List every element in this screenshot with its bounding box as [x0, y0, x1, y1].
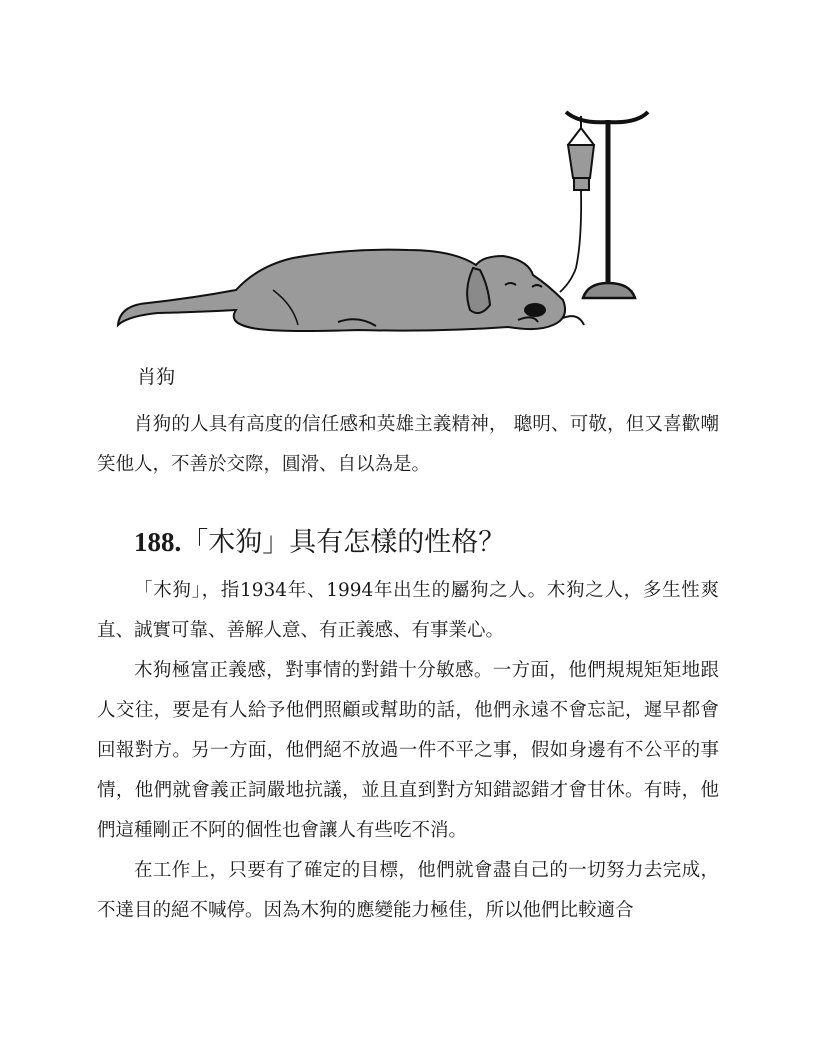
image-caption: 肖狗 [137, 366, 176, 388]
iv-stand-icon [560, 112, 648, 298]
paragraph-wood-dog-work: 在工作上，只要有了確定的目標，他們就會盡自己的一切努力去完成，不達目的絕不喊停。因為木狗的應變能力極佳，所以他們比較適合 [97, 860, 719, 921]
sick-dog-illustration [108, 100, 698, 345]
section-heading [134, 520, 505, 565]
paragraph-wood-dog-intro: 「木狗」，指1934年、1994年出生的屬狗之人。木狗之人，多生性爽直、誠實可靠、善解人意、有正義感、有事業心。 [97, 580, 719, 641]
section-title: 「木狗」具有怎樣的性格？ [181, 527, 506, 558]
dog-icon [118, 250, 584, 331]
paragraph-wood-dog-justice: 木狗極富正義感，對事情的對錯十分敏感。一方面，他們規規矩矩地跟人交往，要是有人給予他們照顧或幫助的話，他們永遠不會忘記，遲早都會回報對方。另一方面，他們絕不放過一件不平之事，假如身邊有不公平的事情，他們就會義正詞嚴地抗議，並且直到對方知錯認錯才會甘休。有時，他們這種剛正不阿的個性也會讓人有些吃不消。 [97, 660, 719, 841]
paragraph-dog-personality: 肖狗的人具有高度的信任感和英雄主義精神， 聰明、可敬，但又喜歡嘲笑他人，不善於交際，圓滑、自以為是。 [97, 414, 719, 475]
section-number: 188. [134, 527, 182, 557]
